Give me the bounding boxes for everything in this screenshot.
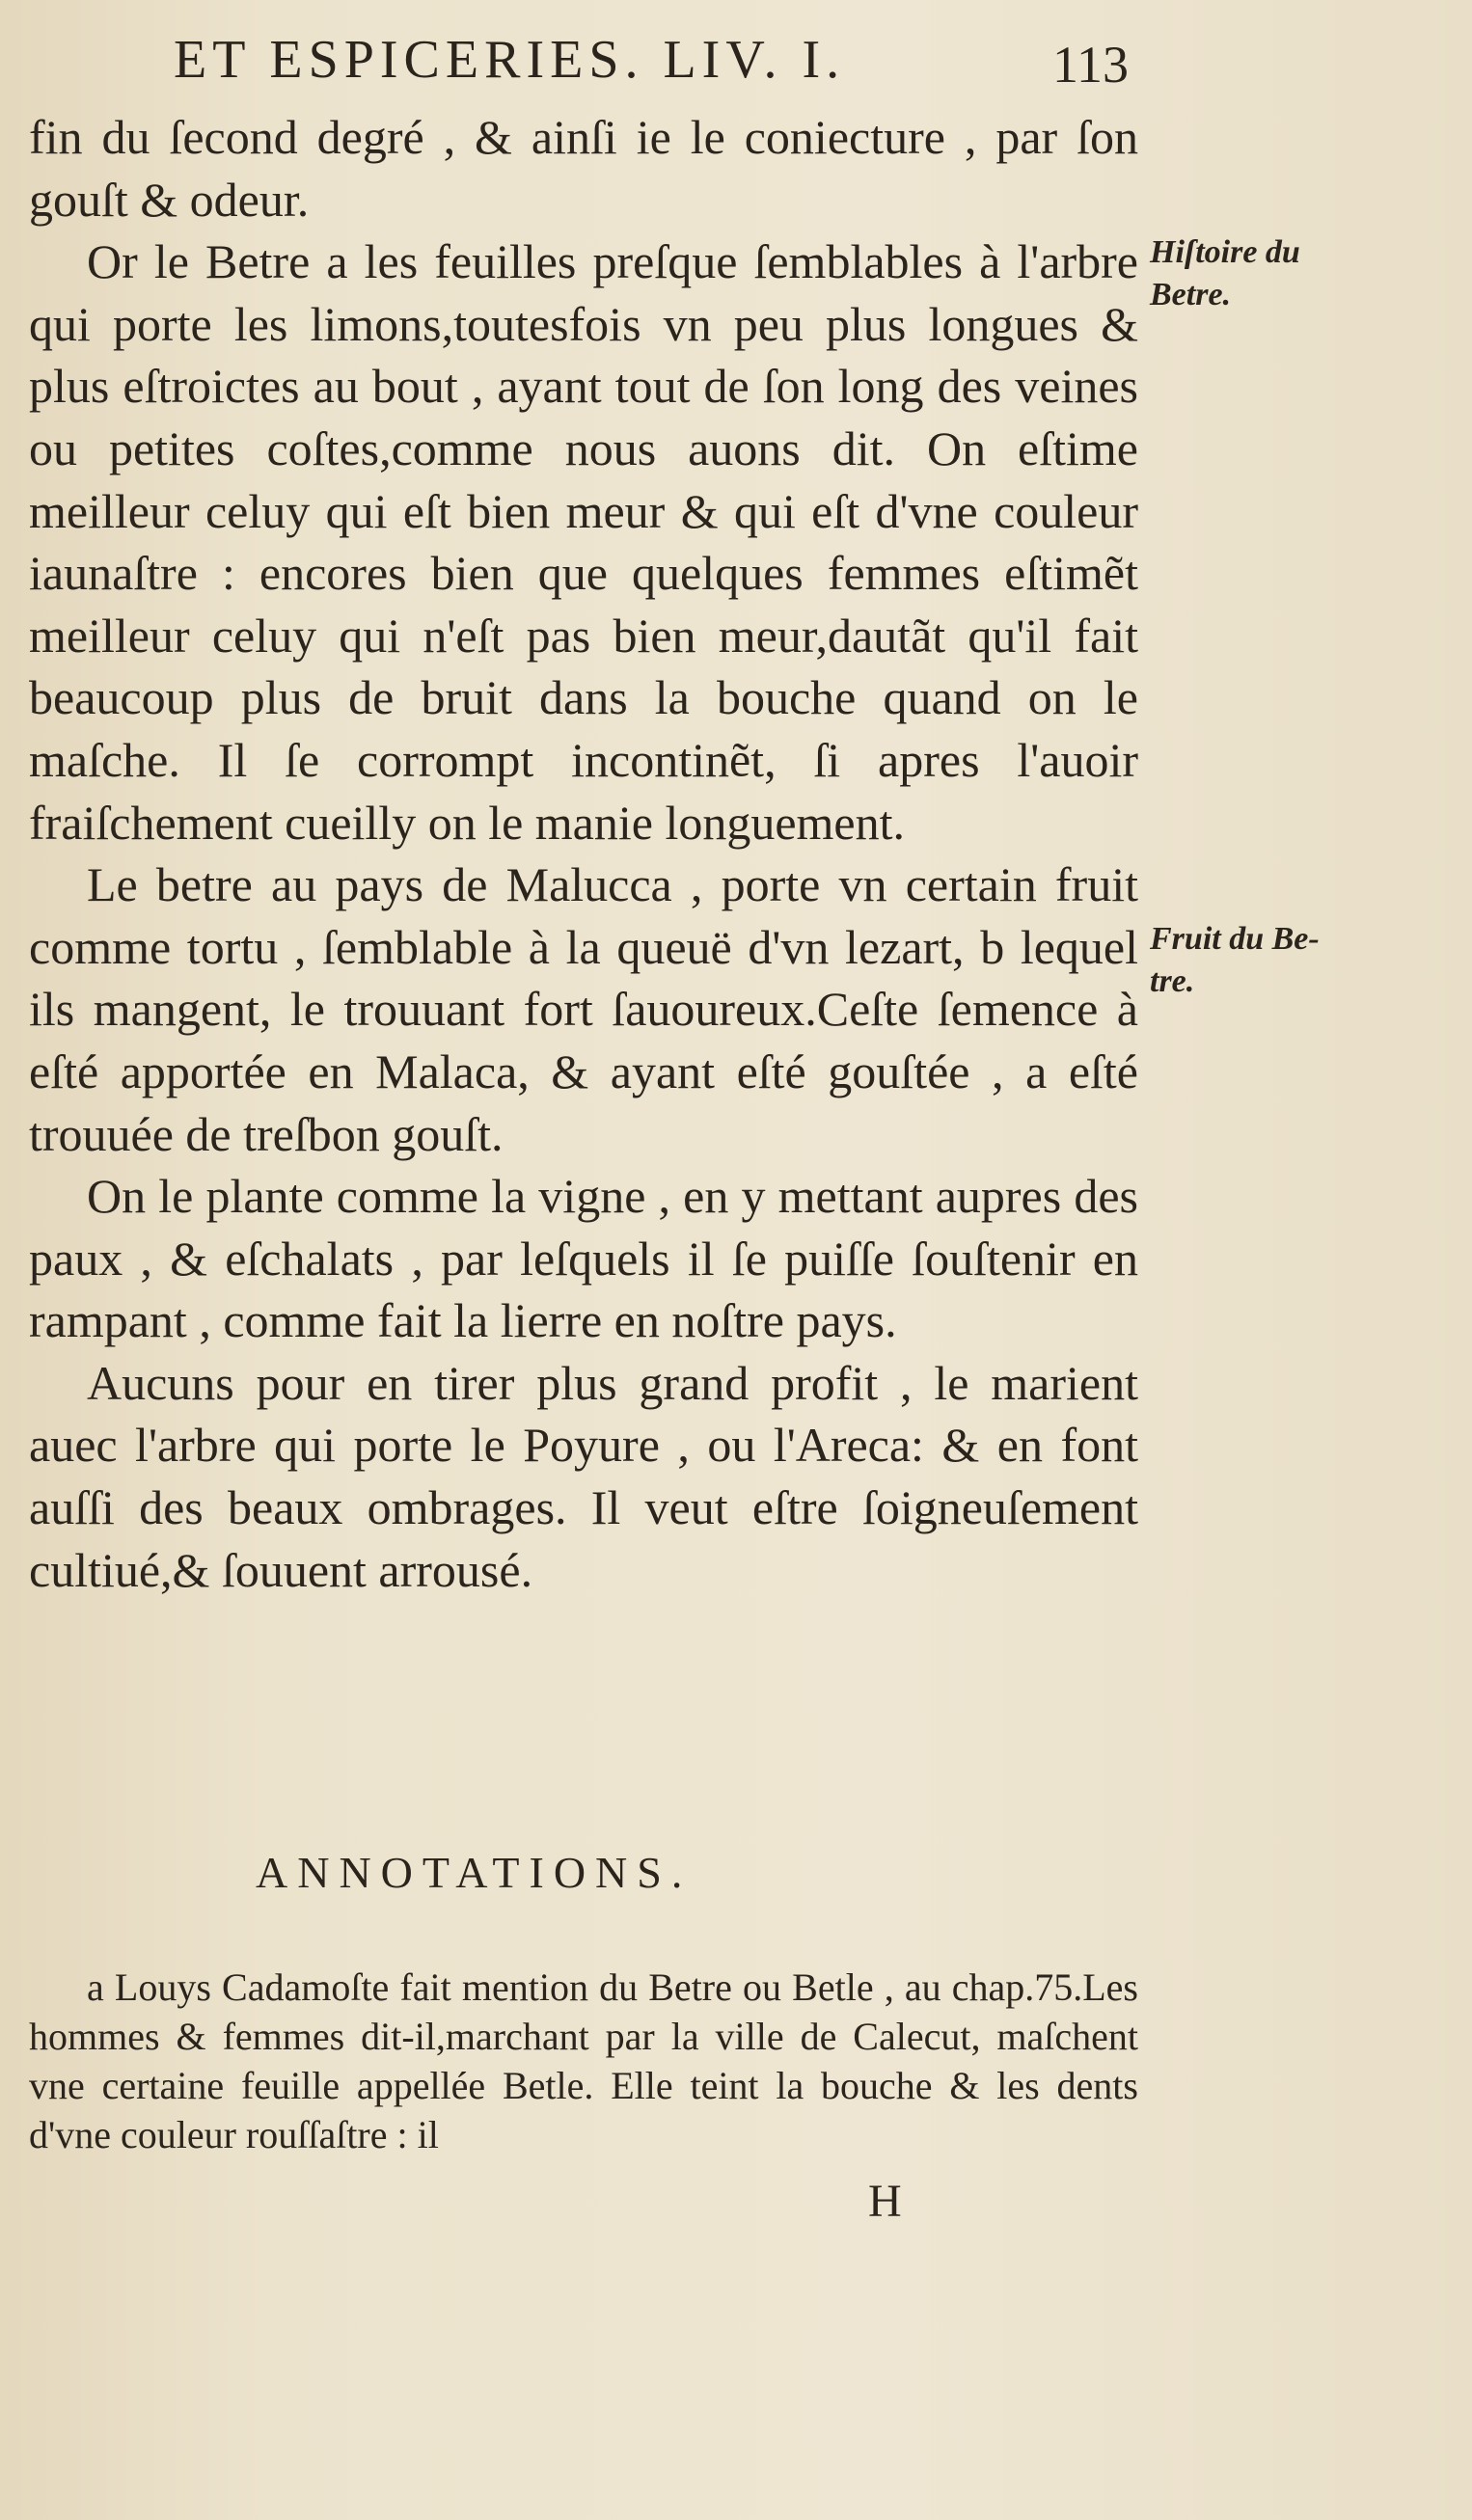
- page-number: 113: [1052, 36, 1129, 94]
- annotation-paragraph: a Louys Cadamoſte fait mention du Betre ou Betle , au chap.75.Les hommes & femmes dit-il,marchant par la ville de Calecut, maſchent vne certaine feuille appellée Betle. Elle teint la bouche & les dents d'vne couleur rouſſaſtre : il: [29, 1965, 1138, 2156]
- paragraph: Le betre au pays de Malucca , porte vn certain fruit comme tortu , ſemblable à la queuë d'vn lezart, b lequel ils mangent, le trouuant fort ſauoureux.Ceſte ſemence à eſté apportée en Malaca, & ayant eſté gouſtée , a eſté trouuée de treſbon gouſt.: [29, 857, 1138, 1161]
- marginal-note-fruit: Fruit du Be- tre.: [1150, 921, 1320, 999]
- paragraph: On le plante comme la vigne , en y mettant aupres des paux , & eſchalats , par leſquels il ſe puiſſe ſouſtenir en rampant , comme fait la lierre en noſtre pays.: [29, 1169, 1138, 1348]
- marginal-note-histoire: Hiſtoire du Betre.: [1150, 234, 1300, 312]
- signature-mark: H: [868, 2176, 902, 2227]
- paragraph: Aucuns pour en tirer plus grand profit , le marient auec l'arbre qui porte le Poyure , ou l'Areca: & en font auſſi des beaux ombrages. Il veut eſtre ſoigneuſement cultiué,& ſouuent arrousé.: [29, 1355, 1138, 1597]
- running-title: ET ESPICERIES. LIV. I.: [174, 30, 846, 90]
- main-text: [29, 106, 1138, 1601]
- paragraph: Or le Betre a les feuilles preſque ſemblables à l'arbre qui porte les limons,toutesfois vn peu plus longues & plus eſtroictes au bout , ayant tout de ſon long des veines ou petites coſtes,comme nous auons dit. On eſtime meilleur celuy qui eſt bien meur & qui eſt d'vne couleur iaunaſtre : encores bien que quelques femmes eſtimẽt meilleur celuy qui n'eſt pas bien meur,dautãt qu'il fait beaucoup plus de bruit dans la bouche quand on le maſche. Il ſe corrompt incontinẽt, ſi apres l'auoir fraiſchement cueilly on le manie longuement.: [29, 234, 1138, 850]
- annotations-heading: ANNOTATIONS.: [256, 1848, 693, 1897]
- paragraph: fin du ſecond degré , & ainſi ie le coniecture , par ſon gouſt & odeur.: [29, 110, 1138, 227]
- annotations-text: [29, 1963, 1138, 2159]
- running-header: [174, 29, 1129, 96]
